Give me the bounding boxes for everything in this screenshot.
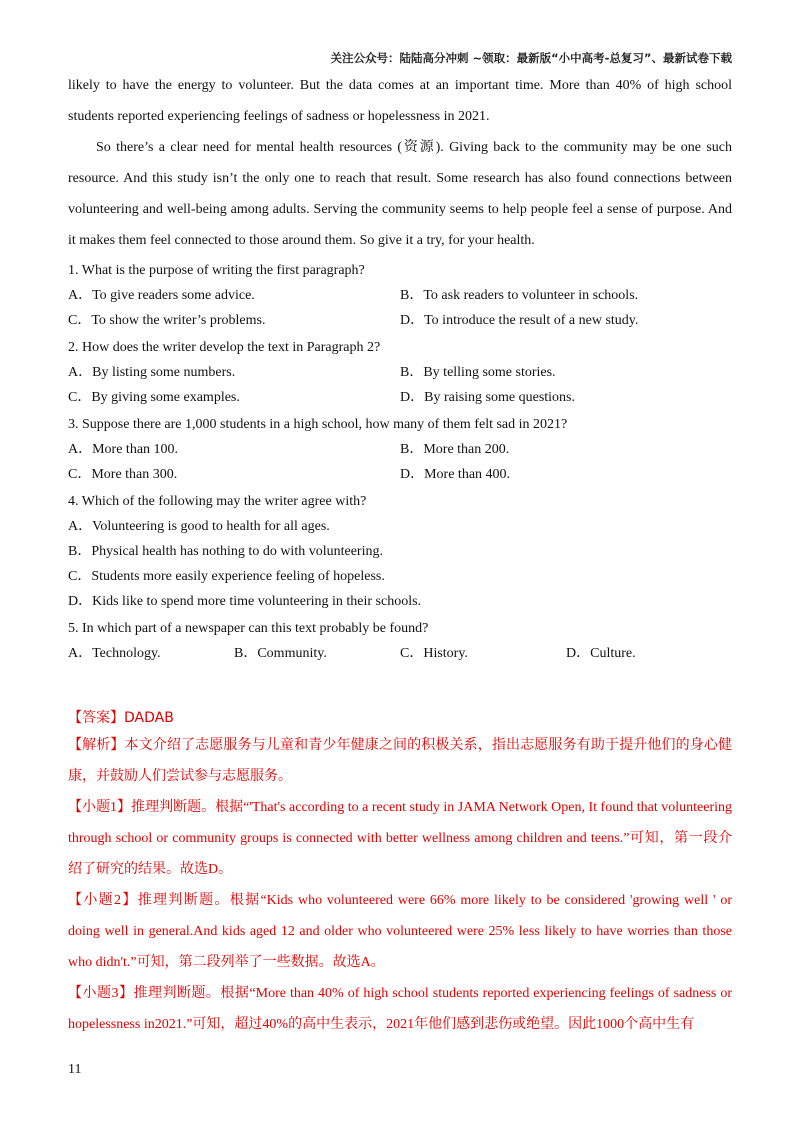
answer-subquestion-1: 【小题1】推理判断题。根据“'That's according to a recent study in JAMA Network Open, It found that volunteering through school or community groups is connected with better wellness among children and teens.”可知，第一段介绍了研究的结果。故选D。: [68, 800, 732, 877]
option-b: B．Physical health has nothing to do with volunteering.: [68, 544, 383, 559]
question-text: 1. What is the purpose of writing the first paragraph?: [68, 263, 365, 278]
question-text: 5. In which part of a newspaper can this text probably be found?: [68, 621, 429, 636]
passage-paragraph-1-tail: likely to have the energy to volunteer. But the data comes at an important time. More than 40% of high school students reported experiencing feelings of sadness or hopelessness in 2021.: [68, 78, 732, 124]
option-b: B．By telling some stories.: [400, 365, 556, 380]
option-b: B．To ask readers to volunteer in schools.: [400, 288, 639, 303]
option-c: C．To show the writer’s problems.: [68, 313, 266, 328]
option-d: D．Kids like to spend more time volunteering in their schools.: [68, 594, 422, 609]
answer-section: [68, 706, 732, 1040]
option-d: D．By raising some questions.: [400, 390, 575, 405]
passage-paragraph-2: So there’s a clear need for mental health resources (资源). Giving back to the community may be one such resource. And this study isn’t the only one to reach that result. Some research has also found connections between volunteering and well-being among adults. Serving the community seems to help people feel a sense of purpose. And it makes them feel connected to those around them. So give it a try, for your health.: [68, 140, 732, 248]
answer-subquestion-2: 【小题2】推理判断题。根据“Kids who volunteered were 66% more likely to be considered 'growing well ' or doing well in general.And kids aged 12 and older who volunteered were 25% less likely to have worries than those who didn't.”可知，第二段列举了一些数据。故选A。: [68, 893, 732, 970]
answer-key: 【答案】DADAB: [68, 710, 174, 726]
option-a: A．By listing some numbers.: [68, 365, 236, 380]
question-2: [68, 336, 732, 410]
answer-subquestion-3: 【小题3】推理判断题。根据“More than 40% of high school students reported experiencing feelings of sadness or hopelessness in2021.”可知，超过40%的高中生表示，2021年他们感到悲伤或绝望。因此1000个高中生有: [68, 986, 732, 1032]
document-body: [68, 70, 732, 1040]
question-4: [68, 490, 732, 614]
option-d: D．Culture.: [566, 646, 636, 661]
question-text: 4. Which of the following may the writer agree with?: [68, 494, 367, 509]
page-number: 11: [68, 1062, 82, 1077]
question-text: 2. How does the writer develop the text in Paragraph 2?: [68, 340, 381, 355]
option-b: B．More than 200.: [400, 442, 510, 457]
option-c: C．Students more easily experience feeling of hopeless.: [68, 569, 385, 584]
question-5: [68, 617, 732, 666]
option-b: B．Community.: [234, 646, 327, 661]
option-c: C．More than 300.: [68, 467, 178, 482]
question-1: [68, 259, 732, 333]
option-a: A．Volunteering is good to health for all ages.: [68, 519, 330, 534]
answer-analysis: 【解析】本文介绍了志愿服务与儿童和青少年健康之间的积极关系，指出志愿服务有助于提升他们的身心健康，并鼓励人们尝试参与志愿服务。: [68, 738, 732, 784]
option-c: C．By giving some examples.: [68, 390, 240, 405]
page-header: 关注公众号：陆陆高分冲刺 ~领取：最新版“小中高考-总复习”、最新试卷下载: [330, 51, 732, 65]
option-a: A．Technology.: [68, 646, 161, 661]
option-c: C．History.: [400, 646, 468, 661]
question-3: [68, 413, 732, 487]
option-a: A．To give readers some advice.: [68, 288, 255, 303]
question-text: 3. Suppose there are 1,000 students in a high school, how many of them felt sad in 2021?: [68, 417, 568, 432]
option-a: A．More than 100.: [68, 442, 179, 457]
option-d: D．To introduce the result of a new study.: [400, 313, 639, 328]
option-d: D．More than 400.: [400, 467, 511, 482]
